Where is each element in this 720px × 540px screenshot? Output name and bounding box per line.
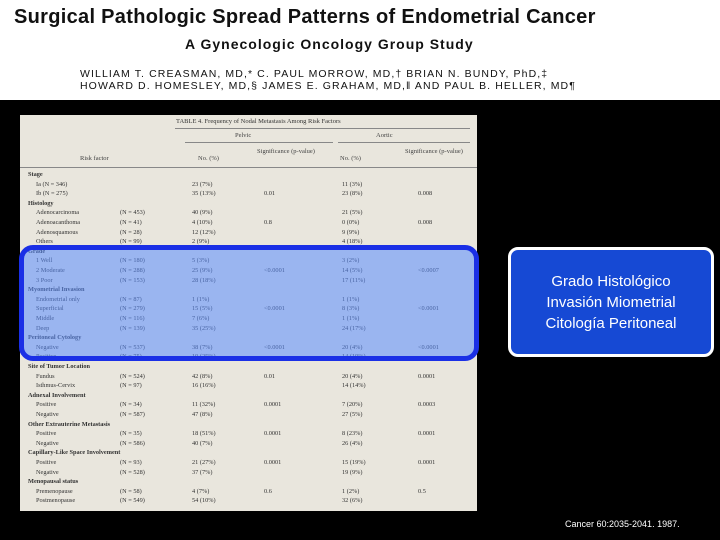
- row-pelvic-no: 18 (51%): [192, 430, 216, 438]
- row-pelvic-no: 4 (7%): [192, 487, 210, 495]
- table-row: [20, 373, 477, 382]
- author-line-2: HOWARD D. HOMESLEY, MD,§ JAMES E. GRAHAM, MD,‖ AND PAUL B. HELLER, MD¶: [80, 80, 576, 92]
- pelvic-rule: [185, 142, 333, 143]
- row-label: Negative: [36, 468, 59, 476]
- author-line-1: WILLIAM T. CREASMAN, MD,* C. PAUL MORROW, MD,† BRIAN N. BUNDY, PhD,‡: [80, 68, 549, 80]
- row-pelvic-sig: 0.0001: [264, 401, 282, 409]
- table-row: [20, 229, 477, 238]
- row-aortic-no: 4 (18%): [342, 238, 363, 246]
- row-n: (N = 524): [120, 372, 145, 380]
- row-label: Fundus: [36, 372, 55, 380]
- row-n: (N = 99): [120, 238, 142, 246]
- row-label: Site of Tumor Location: [28, 363, 90, 370]
- row-n: (N = 586): [120, 439, 145, 447]
- row-pelvic-no: 11 (32%): [192, 401, 216, 409]
- row-pelvic-no: 16 (16%): [192, 382, 216, 390]
- row-aortic-sig: 0.0001: [418, 430, 436, 438]
- row-aortic-no: 20 (4%): [342, 372, 363, 380]
- row-aortic-sig: 0.008: [418, 190, 433, 198]
- highlight-box: [19, 245, 479, 361]
- row-aortic-sig: 0.0003: [418, 401, 436, 409]
- table-group-row: [20, 200, 477, 209]
- table-row: [20, 401, 477, 410]
- row-label: Adnexal Involvement: [28, 391, 86, 399]
- row-label: Menopausal status: [28, 478, 79, 486]
- aortic-rule: [338, 142, 470, 143]
- table-row: [20, 469, 477, 478]
- row-n: (N = 453): [120, 209, 145, 217]
- table-row: [20, 459, 477, 468]
- table-row: [20, 209, 477, 218]
- table-rule-top: [175, 128, 470, 129]
- article-title: Surgical Pathologic Spread Patterns of Endometrial Cancer: [14, 6, 596, 28]
- row-n: (N = 58): [120, 487, 142, 495]
- table-group-row: [20, 449, 477, 458]
- callout-line-3: Citología Peritoneal: [545, 314, 677, 332]
- row-pelvic-sig: 0.6: [264, 487, 272, 495]
- row-aortic-no: 21 (5%): [342, 209, 363, 217]
- row-n: (N = 41): [120, 219, 142, 226]
- row-pelvic-no: 35 (13%): [192, 190, 216, 198]
- row-n: (N = 528): [120, 468, 145, 476]
- row-label: Positive: [36, 401, 57, 409]
- row-label: Adenocarcinoma: [36, 209, 80, 217]
- col-aortic-no-header: No. (%): [340, 155, 361, 162]
- row-label: Ib (N = 275): [36, 190, 68, 198]
- row-label: Others: [36, 238, 53, 246]
- table-group-row: [20, 478, 477, 487]
- row-aortic-no: 23 (8%): [342, 190, 363, 198]
- table-group-row: [20, 392, 477, 401]
- callout-line-2: Invasión Miometrial: [546, 293, 676, 311]
- row-aortic-no: 15 (19%): [342, 459, 366, 466]
- row-pelvic-no: 37 (7%): [192, 468, 213, 476]
- row-aortic-no: 7 (20%): [342, 401, 363, 409]
- row-pelvic-no: 21 (27%): [192, 459, 216, 466]
- col-pelvic-sig-header: Significance (p-value): [257, 148, 315, 155]
- row-label: Positive: [36, 459, 57, 466]
- row-label: Capillary-Like Space Involvement: [28, 449, 121, 457]
- row-pelvic-no: 12 (12%): [192, 228, 216, 236]
- row-pelvic-sig: 0.01: [264, 372, 276, 380]
- row-aortic-no: 0 (0%): [342, 219, 360, 226]
- row-aortic-no: 14 (14%): [342, 382, 366, 390]
- row-label: Positive: [36, 430, 57, 438]
- article-subtitle: A Gynecologic Oncology Group Study: [185, 36, 474, 52]
- table-rule-header: [20, 167, 477, 168]
- table-row: [20, 488, 477, 497]
- article-header: [0, 0, 720, 100]
- col-risk-header: Risk factor: [80, 155, 109, 162]
- table-row: [20, 497, 477, 506]
- table-row: [20, 411, 477, 420]
- row-pelvic-no: 2 (9%): [192, 238, 210, 246]
- col-pelvic-no-header: No. (%): [198, 155, 219, 162]
- row-label: Ia (N = 346): [36, 180, 68, 188]
- row-label: Negative: [36, 411, 59, 418]
- row-label: Adenoacanthoma: [36, 219, 81, 226]
- row-aortic-no: 26 (4%): [342, 439, 363, 447]
- row-pelvic-no: 40 (7%): [192, 439, 213, 447]
- row-pelvic-no: 40 (9%): [192, 209, 213, 217]
- citation: Cancer 60:2035-2041. 1987.: [565, 519, 680, 529]
- row-aortic-sig: 0.5: [418, 487, 426, 495]
- row-pelvic-no: 42 (8%): [192, 372, 213, 380]
- row-label: Postmenopause: [36, 497, 76, 505]
- row-pelvic-sig: 0.0001: [264, 430, 282, 438]
- row-label: Negative: [36, 439, 59, 447]
- row-aortic-no: 11 (3%): [342, 180, 363, 188]
- row-label: Adenosquamous: [36, 228, 78, 236]
- row-label: Isthmus-Cervix: [36, 382, 76, 390]
- row-n: (N = 587): [120, 411, 145, 418]
- table-group-row: [20, 171, 477, 180]
- row-n: (N = 97): [120, 382, 142, 390]
- table-group-row: [20, 421, 477, 430]
- row-n: (N = 28): [120, 228, 142, 236]
- row-pelvic-no: 23 (7%): [192, 180, 213, 188]
- row-aortic-sig: 0.0001: [418, 459, 436, 466]
- table-row: [20, 190, 477, 199]
- row-label: Histology: [28, 199, 54, 207]
- col-aortic-sig-header: Significance (p-value): [405, 148, 463, 155]
- table-row: [20, 219, 477, 228]
- table-row: [20, 181, 477, 190]
- row-n: (N = 35): [120, 430, 142, 438]
- callout-line-1: Grado Histológico: [551, 272, 671, 290]
- row-aortic-no: 8 (23%): [342, 430, 363, 438]
- table-row: [20, 430, 477, 439]
- row-pelvic-no: 54 (10%): [192, 497, 216, 505]
- row-aortic-no: 27 (5%): [342, 411, 363, 418]
- row-pelvic-sig: 0.0001: [264, 459, 282, 466]
- table-row: [20, 440, 477, 449]
- row-aortic-sig: 0.0001: [418, 372, 436, 380]
- row-aortic-no: 1 (2%): [342, 487, 360, 495]
- table-row: [20, 382, 477, 391]
- row-label: Other Extrauterine Metastasis: [28, 420, 111, 428]
- group-aortic-header: Aortic: [376, 132, 393, 139]
- row-aortic-no: 9 (9%): [342, 228, 360, 236]
- row-pelvic-no: 4 (10%): [192, 219, 213, 226]
- row-aortic-no: 19 (9%): [342, 468, 363, 476]
- row-n: (N = 93): [120, 459, 142, 466]
- row-label: Stage: [28, 171, 43, 178]
- row-aortic-sig: 0.008: [418, 219, 433, 226]
- callout-box: [508, 247, 714, 357]
- row-pelvic-sig: 0.8: [264, 219, 272, 226]
- group-pelvic-header: Pelvic: [235, 132, 252, 139]
- table-group-row: [20, 363, 477, 372]
- row-n: (N = 549): [120, 497, 145, 505]
- row-aortic-no: 32 (6%): [342, 497, 363, 505]
- row-pelvic-sig: 0.01: [264, 190, 276, 198]
- table-caption: TABLE 4. Frequency of Nodal Metastasis Among Risk Factors: [176, 118, 341, 125]
- row-n: (N = 34): [120, 401, 142, 409]
- row-label: Premenopause: [36, 487, 73, 495]
- row-pelvic-no: 47 (8%): [192, 411, 213, 418]
